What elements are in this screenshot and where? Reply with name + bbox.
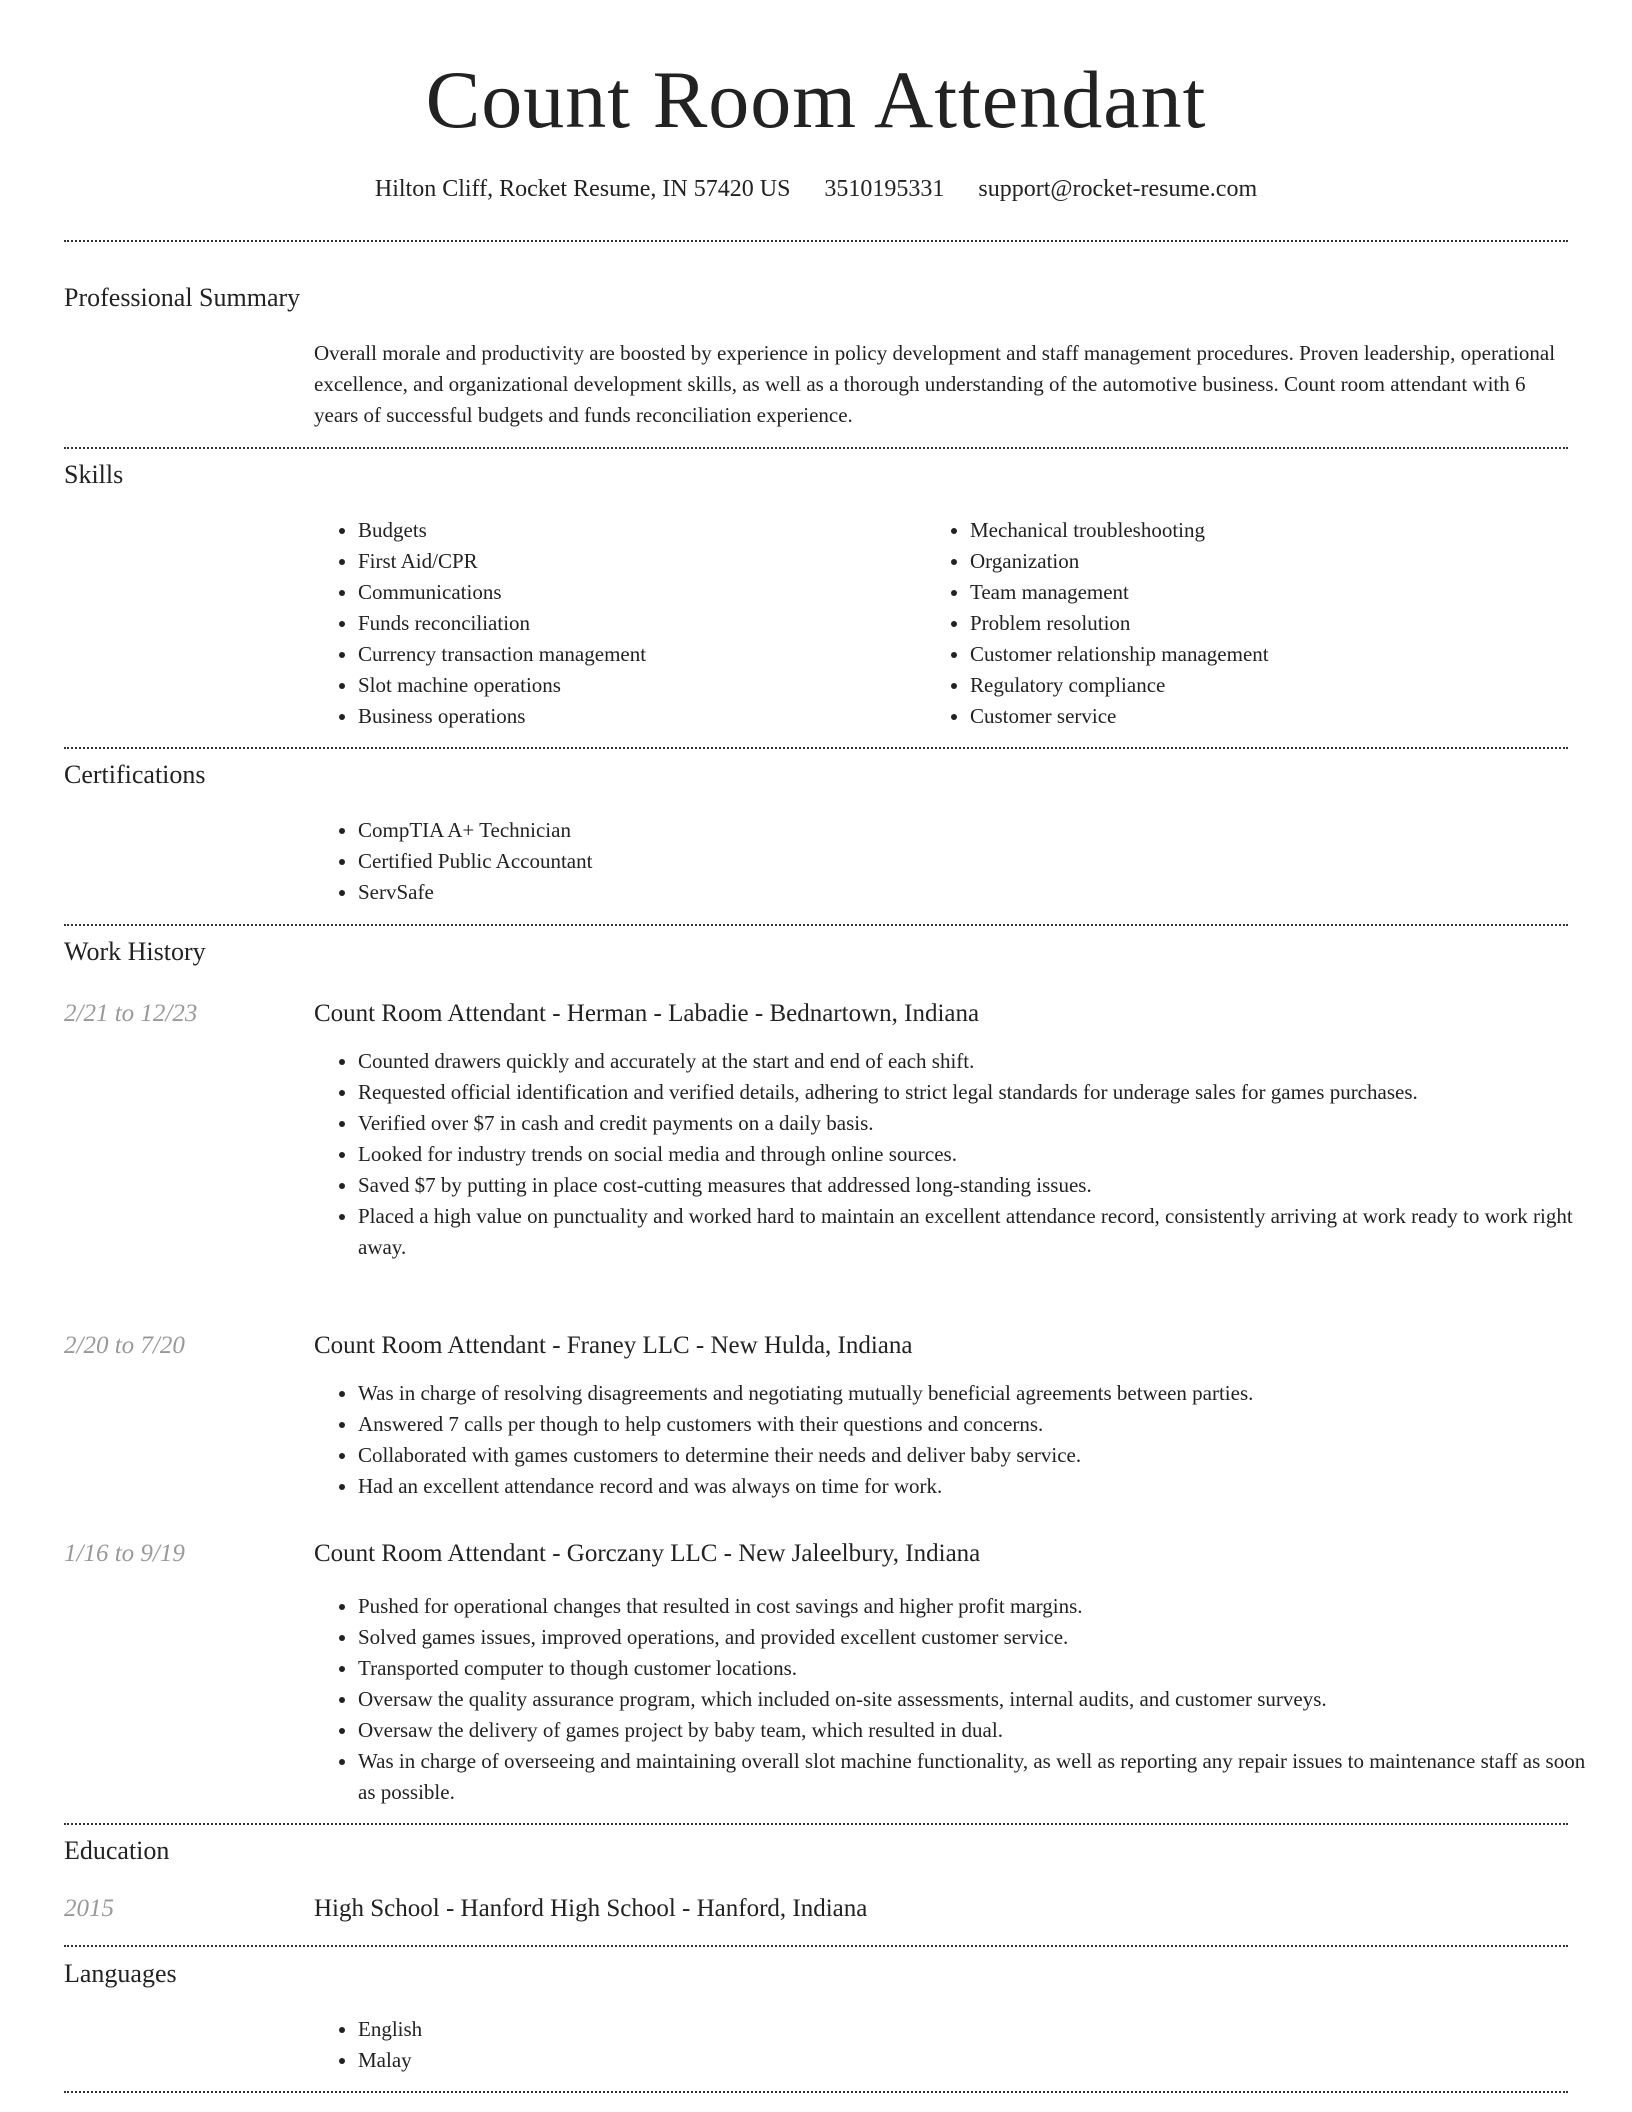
section-divider xyxy=(64,2091,1568,2093)
job-title: Count Room Attendant - Herman - Labadie - Bednartown, Indiana xyxy=(314,1000,980,1027)
job-bullet: • Saved $7 by putting in place cost-cutting measures that addressed long-standing issues. xyxy=(358,1170,1598,1201)
certification-item: • ServSafe xyxy=(358,877,1558,908)
skill-item: • First Aid/CPR xyxy=(358,546,918,577)
skills-list-left xyxy=(314,515,918,732)
contact-address: Hilton Cliff, Rocket Resume, IN 57420 US xyxy=(374,176,791,202)
section-divider xyxy=(64,1945,1568,1947)
job-dates: 2/20 to 7/20 xyxy=(64,1332,185,1359)
job-bullet: • Had an excellent attendance record and was always on time for work. xyxy=(358,1471,1598,1502)
summary-heading: Professional Summary xyxy=(64,283,301,312)
certifications-heading: Certifications xyxy=(64,760,206,789)
skill-item: • Slot machine operations xyxy=(358,670,918,701)
job-bullet: • Transported computer to though customer locations. xyxy=(358,1653,1598,1684)
job-bullet: • Collaborated with games customers to determine their needs and deliver baby service. xyxy=(358,1440,1598,1471)
language-item: • Malay xyxy=(358,2045,1558,2076)
certifications-list xyxy=(314,815,1558,908)
job-dates: 2/21 to 12/23 xyxy=(64,1000,198,1027)
section-divider xyxy=(64,240,1568,242)
job-bullet: • Requested official identification and verified details, adhering to strict legal standards for underage sales for games purchases. xyxy=(358,1077,1598,1108)
section-divider xyxy=(64,924,1568,926)
job-dates: 1/16 to 9/19 xyxy=(64,1540,185,1567)
section-divider xyxy=(64,1823,1568,1825)
skill-item: • Budgets xyxy=(358,515,918,546)
summary-text: Overall morale and productivity are boosted by experience in policy development and staff management procedures. Proven leadership, operational excellence, and organizational development skills, as well as a thorough understanding of the automotive business. Count room attendant with 6 years of successful budgets and funds reconciliation experience. xyxy=(314,341,1556,427)
job-bullet: • Was in charge of resolving disagreements and negotiating mutually beneficial agreements between parties. xyxy=(358,1378,1598,1409)
contact-phone: 3510195331 xyxy=(824,176,945,202)
skill-item: • Currency transaction management xyxy=(358,639,918,670)
job-bullet: • Answered 7 calls per though to help customers with their questions and concerns. xyxy=(358,1409,1598,1440)
job-bullet: • Looked for industry trends on social media and through online sources. xyxy=(358,1139,1598,1170)
languages-list xyxy=(314,2014,1558,2076)
skills-list-right xyxy=(926,515,1570,732)
job-bullet: • Solved games issues, improved operations, and provided excellent customer service. xyxy=(358,1622,1598,1653)
skill-item: • Organization xyxy=(970,546,1570,577)
skill-item: • Funds reconciliation xyxy=(358,608,918,639)
skill-item: • Team management xyxy=(970,577,1570,608)
resume-name: Count Room Attendant xyxy=(425,54,1207,145)
job-bullets xyxy=(314,1591,1598,1808)
skill-item: • Problem resolution xyxy=(970,608,1570,639)
education-year: 2015 xyxy=(64,1895,114,1922)
skills-heading: Skills xyxy=(64,460,124,489)
job-bullet: • Placed a high value on punctuality and worked hard to maintain an excellent attendance record, consistently arriving at work ready to work right away. xyxy=(358,1201,1598,1263)
section-divider xyxy=(64,447,1568,449)
job-bullet: • Counted drawers quickly and accurately at the start and end of each shift. xyxy=(358,1046,1598,1077)
skill-item: • Regulatory compliance xyxy=(970,670,1570,701)
job-bullets xyxy=(314,1378,1598,1502)
language-item: • English xyxy=(358,2014,1558,2045)
section-divider xyxy=(64,747,1568,749)
education-heading: Education xyxy=(64,1836,170,1865)
job-bullet: • Was in charge of overseeing and maintaining overall slot machine functionality, as well as reporting any repair issues to maintenance staff as soon as possible. xyxy=(358,1746,1598,1808)
certification-item: • Certified Public Accountant xyxy=(358,846,1558,877)
languages-heading: Languages xyxy=(64,1959,177,1988)
skill-item: • Communications xyxy=(358,577,918,608)
education-title: High School - Hanford High School - Hanford, Indiana xyxy=(314,1895,868,1922)
job-bullet: • Oversaw the quality assurance program, which included on-site assessments, internal audits, and customer surveys. xyxy=(358,1684,1598,1715)
skill-item: • Business operations xyxy=(358,701,918,732)
job-title: Count Room Attendant - Franey LLC - New Hulda, Indiana xyxy=(314,1332,913,1359)
job-bullet: • Oversaw the delivery of games project by baby team, which resulted in dual. xyxy=(358,1715,1598,1746)
skill-item: • Customer service xyxy=(970,701,1570,732)
certification-item: • CompTIA A+ Technician xyxy=(358,815,1558,846)
job-title: Count Room Attendant - Gorczany LLC - New Jaleelbury, Indiana xyxy=(314,1540,981,1567)
job-bullet: • Verified over $7 in cash and credit payments on a daily basis. xyxy=(358,1108,1598,1139)
work-history-heading: Work History xyxy=(64,937,206,966)
skill-item: • Mechanical troubleshooting xyxy=(970,515,1570,546)
contact-email: support@rocket-resume.com xyxy=(978,176,1258,202)
contact-line xyxy=(0,170,1632,208)
skill-item: • Customer relationship management xyxy=(970,639,1570,670)
job-bullet: • Pushed for operational changes that resulted in cost savings and higher profit margins. xyxy=(358,1591,1598,1622)
job-bullets xyxy=(314,1046,1598,1263)
